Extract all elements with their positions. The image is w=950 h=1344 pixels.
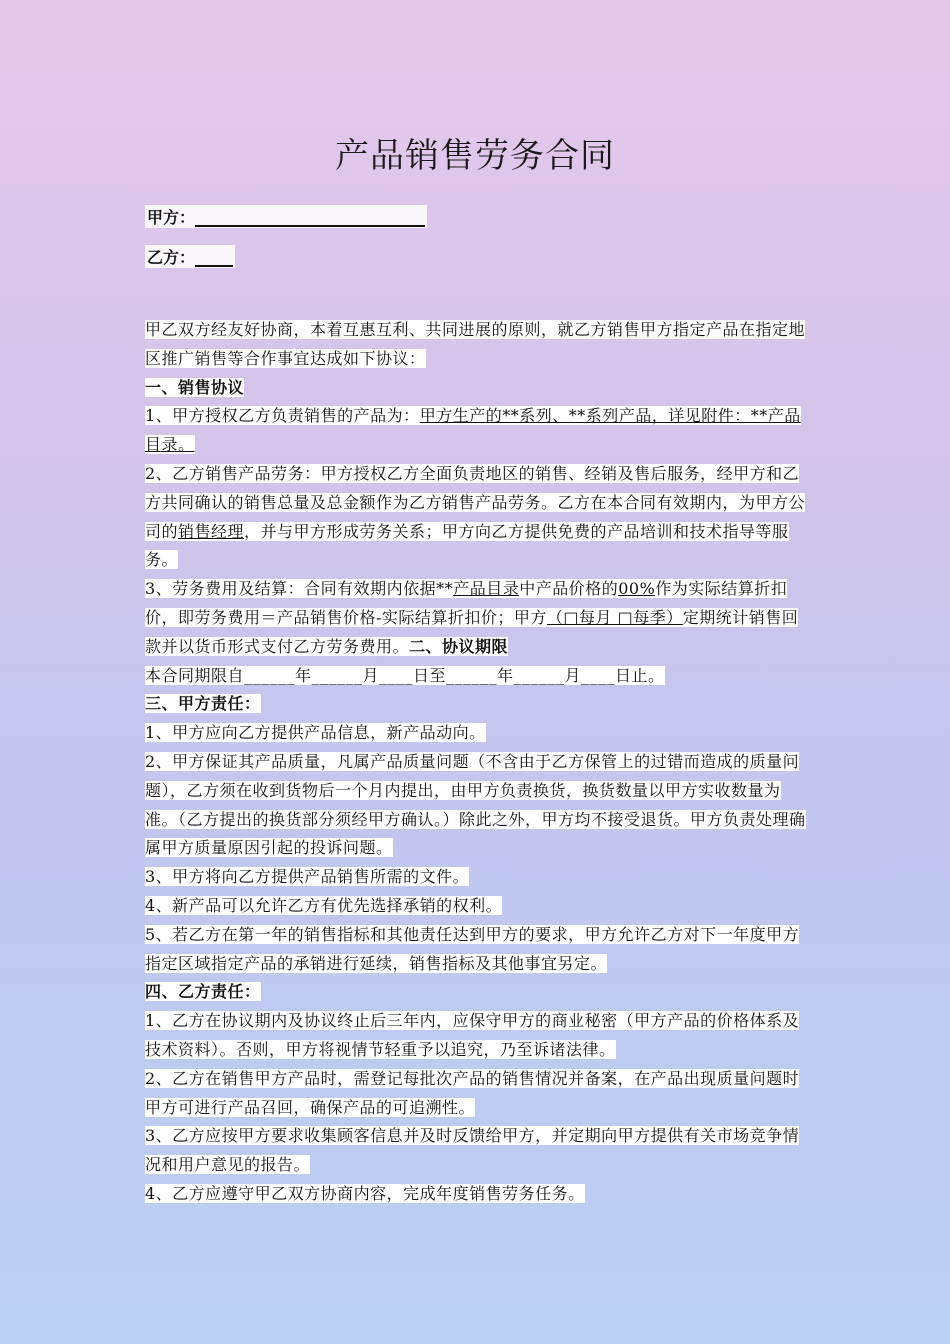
- clause-3-3-text: 3、甲方将向乙方提供产品销售所需的文件。: [145, 867, 470, 887]
- clause-1-3-catalog: 产品目录: [453, 579, 520, 599]
- party-b-label: 乙方：: [147, 248, 196, 267]
- clause-3-5-text: 5、若乙方在第一年的销售指标和其他责任达到甲方的要求，甲方允许乙方对下一年度甲方指定区域指定产品的承销进行延续，销售指标及其他事宜另定。: [145, 924, 800, 973]
- clause-4-3-text: 3、乙方应按甲方要求收集顾客信息并及时反馈给甲方，并定期向甲方提供有关市场竞争情况和用户意见的报告。: [145, 1126, 800, 1175]
- intro-text: 甲乙双方经友好协商，本着互惠互利、共同进展的原则，就乙方销售甲方指定产品在指定地区推广销售等合作事宜达成如下协议：: [145, 320, 806, 368]
- section-3-heading: [145, 690, 807, 719]
- clause-1-1-pre: 1、甲方授权乙方负责销售的产品为：: [145, 406, 420, 426]
- party-b-line: [145, 245, 235, 268]
- clause-1-1-products: 甲方生产的**系列、**系列产品，详见附件：**产品目录。: [145, 406, 801, 455]
- clause-4-3: [145, 1122, 807, 1180]
- clause-3-3: [145, 863, 807, 892]
- clause-4-1-text: 1、乙方在协议期内及协议终止后三年内，应保守甲方的商业秘密（甲方产品的价格体系及技术资料）。否则，甲方将视情节轻重予以追究，乃至诉诸法律。: [145, 1011, 800, 1059]
- clause-1-3: [145, 575, 807, 661]
- party-a-label: 甲方：: [147, 208, 196, 227]
- clause-1-2: [145, 460, 807, 575]
- clause-3-5: [145, 921, 807, 979]
- section-1-title: 一、销售协议: [145, 377, 245, 397]
- section-1-heading: [145, 374, 807, 403]
- clause-1-2-pre: 2、乙方销售产品劳务：甲方授权乙方全面负责地区的销售、经销及售后服务，经甲方和乙方共同确认的销售总量及总金额作为乙方销售产品劳务。乙方在本合同有效期内，为甲方公司的: [145, 463, 806, 541]
- contract-body: [145, 316, 807, 1209]
- clause-1-3-period: （□每月 □每季）: [546, 607, 683, 627]
- clause-1-1: [145, 402, 807, 460]
- clause-4-2-text: 2、乙方在销售甲方产品时，需登记每批次产品的销售情况并备案，在产品出现质量问题时甲方可进行产品召回，确保产品的可追溯性。: [145, 1068, 800, 1117]
- clause-4-4: [145, 1180, 807, 1209]
- party-a-blank: [195, 207, 425, 227]
- section-3-title: 三、甲方责任：: [145, 694, 261, 714]
- clause-3-2-text: 2、甲方保证其产品质量，凡属产品质量问题（不含由于乙方保管上的过错而造成的质量问题），乙方须在收到货物后一个月内提出，由甲方负责换货，换货数量以甲方实收数量为准。（乙方提出的换货部分须经甲方确认。）除此之外，甲方均不接受退货。甲方负责处理确属甲方质量原因引起的投诉问题。: [145, 751, 806, 858]
- party-a-line: [145, 205, 427, 228]
- clause-3-4: [145, 892, 807, 921]
- party-b-blank: [195, 247, 233, 267]
- clause-1-3-g: 定期统计销售回款并以货币形式支付乙方劳务费用。: [145, 607, 799, 656]
- clause-1-3-c: 中产品价格的: [519, 579, 619, 599]
- clause-1-2-role: 销售经理: [178, 521, 245, 541]
- intro-paragraph: [145, 316, 807, 374]
- clause-4-2: [145, 1065, 807, 1123]
- clause-4-4-text: 4、乙方应遵守甲乙双方协商内容，完成年度销售劳务任务。: [145, 1183, 585, 1203]
- clause-3-1-text: 1、甲方应向乙方提供产品信息，新产品动向。: [145, 723, 486, 743]
- clause-1-3-a: 3、劳务费用及结算：合同有效期内依据**: [145, 579, 454, 599]
- clause-2-1: [145, 662, 807, 691]
- section-2-title: 二、协议期限: [409, 636, 509, 656]
- clause-3-4-text: 4、新产品可以允许乙方有优先选择承销的权利。: [145, 895, 503, 915]
- clause-2-1-text: 本合同期限自______年______月____日至______年______月____日止。: [145, 665, 665, 685]
- clause-4-1: [145, 1007, 807, 1065]
- section-4-title: 四、乙方责任：: [145, 982, 261, 1002]
- clause-1-3-e: 作为实际结算折扣价，即劳务费用＝产品销售价格-实际结算折扣价；甲方: [145, 579, 788, 627]
- clause-1-3-percent: 00%: [618, 579, 656, 599]
- clause-1-2-post: ，并与甲方形成劳务关系；甲方向乙方提供免费的产品培训和技术指导等服务。: [145, 521, 789, 570]
- clause-3-2: [145, 748, 807, 863]
- clause-3-1: [145, 719, 807, 748]
- document-title: 产品销售劳务合同: [335, 136, 615, 176]
- section-4-heading: [145, 978, 807, 1007]
